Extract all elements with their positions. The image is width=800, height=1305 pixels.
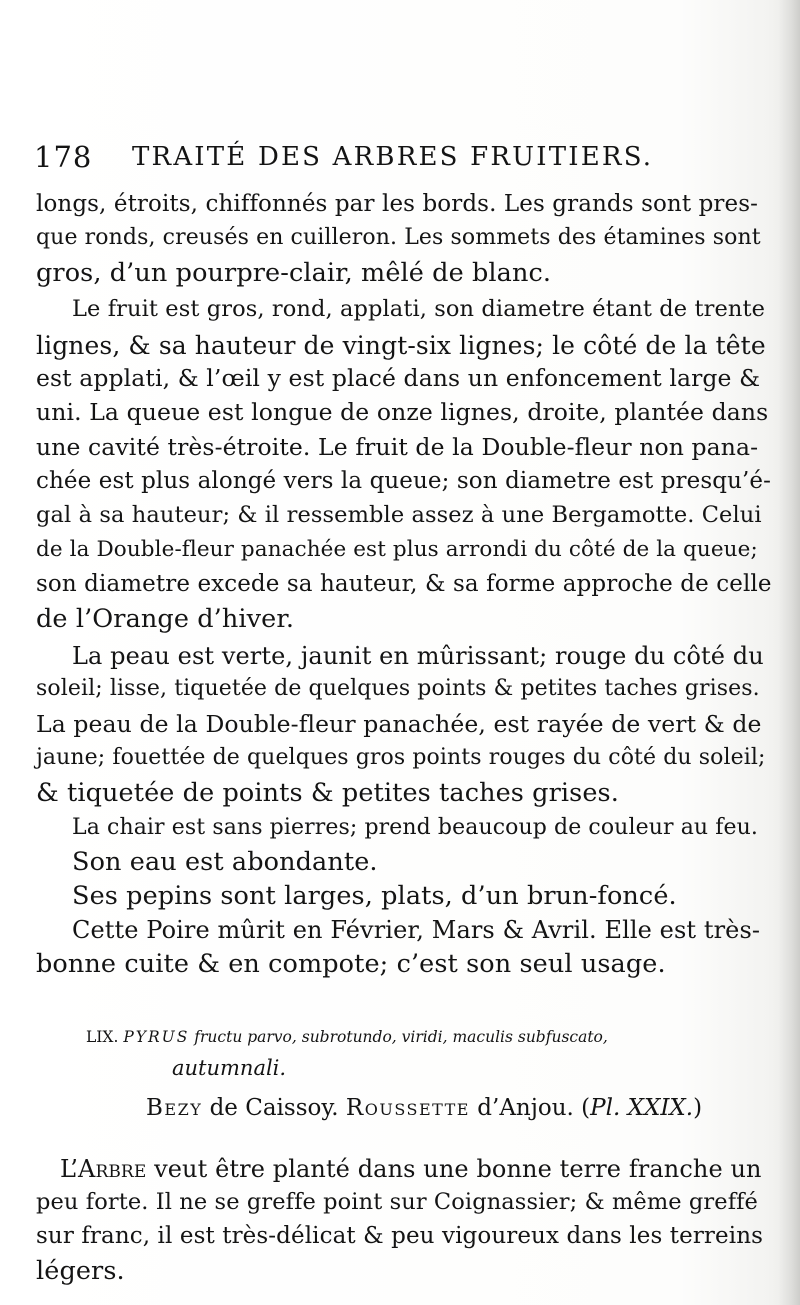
plate-reference-close: ) xyxy=(693,1095,703,1121)
text-line: est applati, & l’œil y est placé dans un enfoncement large & xyxy=(36,364,761,392)
variety-name: Bezy xyxy=(146,1095,203,1121)
text-line: gal à sa hauteur; & il ressemble assez à une Bergamotte. Celui xyxy=(36,502,762,528)
section-description-cont: autumnali. xyxy=(172,1056,287,1080)
text-line: La chair est sans pierres; prend beaucoup de couleur au feu. xyxy=(72,815,758,840)
text-line: légers. xyxy=(36,1256,125,1286)
text-line-rest: veut être planté dans une bonne terre franche un xyxy=(154,1155,762,1183)
text-line: Cette Poire mûrit en Février, Mars & Avril. Elle est très- xyxy=(72,916,761,944)
text-line: que ronds, creusés en cuilleron. Les sommets des étamines sont xyxy=(36,225,761,250)
text-line: son diametre excede sa hauteur, & sa forme approche de celle xyxy=(36,571,772,597)
section-heading-continued xyxy=(172,1058,286,1079)
section-description: fructu parvo, subrotundo, viridi, maculis subfuscato, xyxy=(194,1028,608,1046)
text-line: La peau est verte, jaunit en mûrissant; rouge du côté du xyxy=(72,642,764,670)
text-line xyxy=(60,1157,762,1181)
section-heading xyxy=(86,1030,608,1046)
text-line: une cavité très-étroite. Le fruit de la Double-fleur non pana- xyxy=(36,433,759,461)
variety-names xyxy=(146,1097,702,1120)
text-line: sur franc, il est très-délicat & peu vigoureux dans les terreins xyxy=(36,1223,764,1249)
text-line: Son eau est abondante. xyxy=(72,847,378,877)
text-line: La peau de la Double-fleur panachée, est rayée de vert & de xyxy=(36,710,762,738)
text-line: longs, étroits, chiffonnés par les bords. Les grands sont pres- xyxy=(36,191,758,217)
text-line: gros, d’un pourpre-clair, mêlé de blanc. xyxy=(36,258,552,288)
variety-name: Roussette xyxy=(345,1095,470,1121)
page-header xyxy=(34,140,674,186)
text-line: Ses pepins sont larges, plats, d’un brun-foncé. xyxy=(72,881,677,911)
running-title: TRAITÉ DES ARBRES FRUITIERS. xyxy=(132,142,654,172)
plate-reference: Pl. XXIX. xyxy=(590,1095,694,1121)
paragraph-lead: L’Arbre xyxy=(60,1155,147,1183)
text-line: bonne cuite & en compote; c’est son seul usage. xyxy=(36,949,666,979)
section-number: LIX. xyxy=(86,1028,119,1046)
text-line: soleil; lisse, tiquetée de quelques points & petites taches grises. xyxy=(36,676,760,701)
variety-name-rest: de Caissoy. xyxy=(209,1095,339,1121)
section-genus: PYRUS xyxy=(123,1028,190,1046)
text-line: de la Double-fleur panachée est plus arrondi du côté de la queue; xyxy=(36,537,758,562)
page-edge-shadow xyxy=(778,0,800,1305)
text-line: lignes, & sa hauteur de vingt-six lignes; le côté de la tête xyxy=(36,331,766,360)
text-line: chée est plus alongé vers la queue; son diametre est presqu’é- xyxy=(36,468,771,494)
text-line: & tiquetée de points & petites taches grises. xyxy=(36,778,619,808)
variety-name-rest: d’Anjou. ( xyxy=(477,1095,591,1121)
text-line: Le fruit est gros, rond, applati, son diametre étant de trente xyxy=(72,296,766,322)
page-number: 178 xyxy=(34,140,93,174)
text-line: de l’Orange d’hiver. xyxy=(36,604,295,634)
text-line: uni. La queue est longue de onze lignes, droite, plantée dans xyxy=(36,398,769,426)
text-line: jaune; fouettée de quelques gros points rouges du côté du soleil; xyxy=(36,745,766,770)
text-line: peu forte. Il ne se greffe point sur Coignassier; & même greffé xyxy=(36,1189,758,1215)
